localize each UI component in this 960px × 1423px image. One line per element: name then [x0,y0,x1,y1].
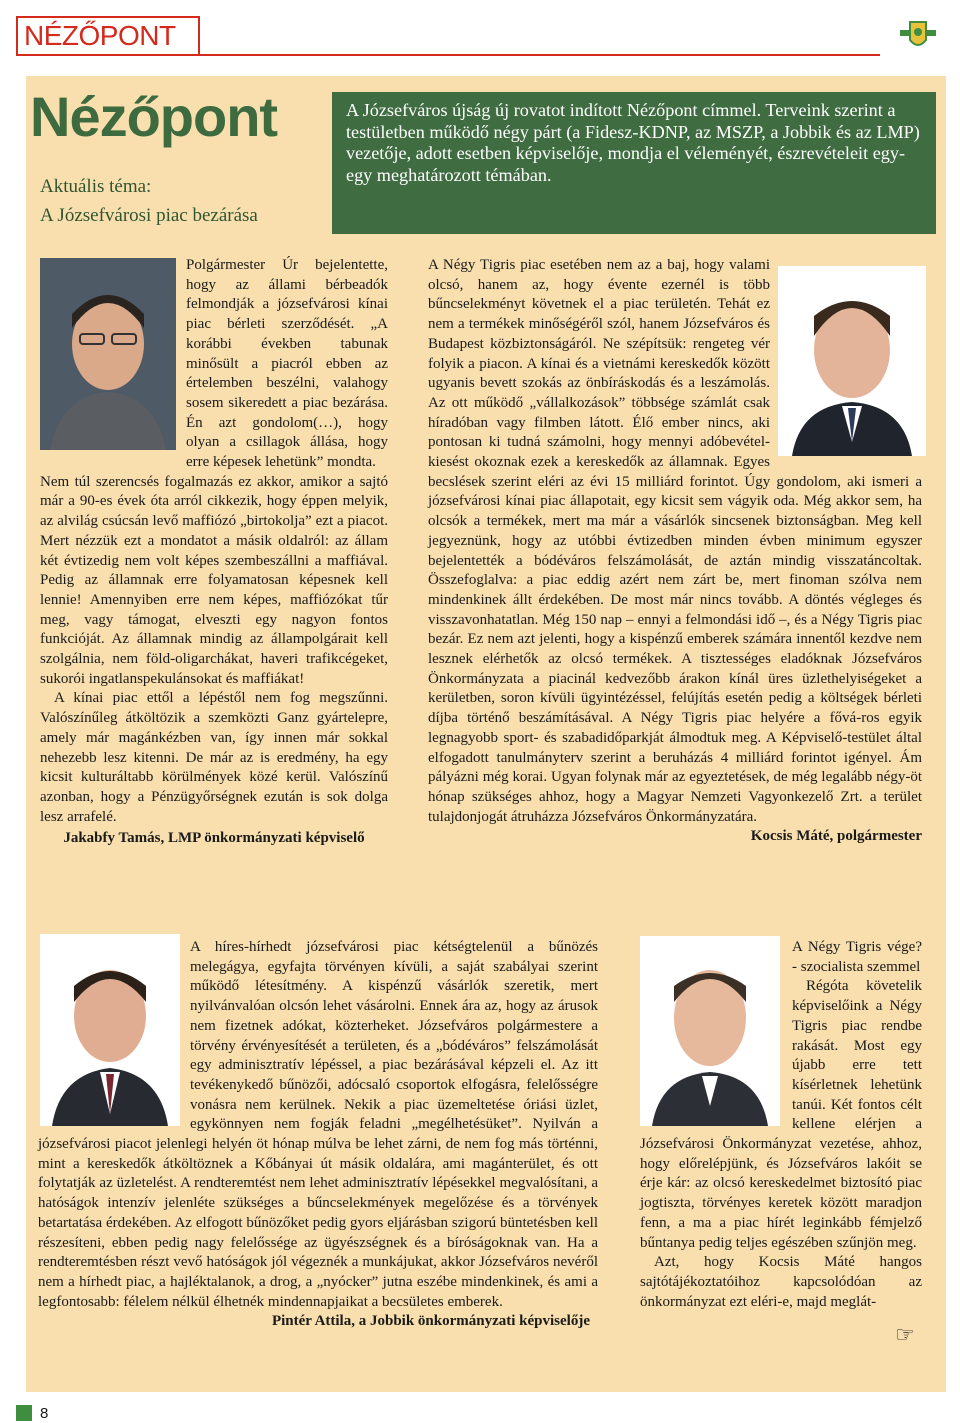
article-paragraph: A Négy Tigris piac esetében nem az a baj, hogy valami olcsó, hanem az, hogy évente ezernél is több bűncselekményt követnek el a piac területén. Tehát ez nem a termékek minőségéről szól, hanem Józsefváros és Budapest közbiztonságáról. Ne szépítsük: rengeteg vér folyik a piacon. A kínai és a vietnámi kereskedők között ugyanis bevett szokás az önbíráskodás és a leszámolás. Az ott működő „vállalkozások” többsége számlát csak híradóban vagy filmben látott. Élő ember nincs, aki pontosan ki tudná számolni, hogy mennyi adóbevétel-kiesést okoznak ezek a kereskedők az államnak. Egyes becslések szerint eléri az évi 15 milliárd forintot. Úgy gondolom, aki ismeri a józsefvárosi kínai piac állapotait, egy kicsit sem vágyik oda. Még akkor sem, ha olcsók a termékek, mert ma már a vásárlók sincsenek biztonságban. Meg kell jegyeznünk, hogy az utóbbi évtizedben minden évben minimum egyszer bejelentették a bódéváros felszámolását, de aztán mindig visszatáncoltak. Összefoglalva: a piac eddig azért nem zárt be, mert finoman szólva nem mindenkinek állt érdekében. De most már nincs tovább. A döntés végleges és visszavonhatatlan. Még 150 nap – ennyi a felmondási idő –, és a Négy Tigris piac bezár. Ez nem azt jelenti, hogy a kispénzű emberek számára innentől kezdve nem lesznek elérhetők az olcsó termékek. A tisztességes eladóknak Józsefváros Önkormányzata a piacinál kedvezőbb árakon kínál üres üzlethelyiségeket a kerületben, soron kívüli ügyintézéssel, felújítás esetén pedig a költségek bérleti díjba történő beszámításával. A Négy Tigris piac helyére a fővá-ros egyik legnagyobb sport- és szabadidőparkját álmodtuk meg. A Képviselő-testület által elfogadott tanulmányterv szerint a beruházás 4 milliárd forintot igényel. Ám pályázni még korai. Ugyan folynak már az egyeztetések, de még legalább négy-öt hónap szükséges ahhoz, hogy a Magyar Nemzeti Vagyonkezelő Zrt. a terület tulajdonjogát átruházza Józsefváros Önkormányzatára. [428,257,922,825]
page-number: 8 [40,1405,49,1422]
intro-box: A Józsefváros újság új rovatot indított Nézőpont címmel. Terveink szerint a testületben működő négy párt (a Fidesz-KDNP, az MSZP, a Jobbik és az LMP) vezetője, adott esetben képviselője, mondja el véleményét, észrevételeit egy-egy meghatározott témában. [332,92,936,234]
article-heading: A Négy Tigris vége? - szocialista szemmel [792,939,922,975]
signature-pinter: Pintér Attila, a Jobbik önkormányzati képviselője [271,1313,590,1330]
pointing-hand-icon: ☞ [895,1322,915,1347]
coat-of-arms-icon [898,18,938,54]
signature-kocsis: Kocsis Máté, polgármester [750,828,922,845]
section-label: NÉZŐPONT [16,16,200,56]
article-jobbik [38,938,598,1332]
article-mayor [428,256,922,847]
article-paragraph: Polgármester Úr bejelentette, hogy az állami bérbeadók felmondják a józsefvárosi kínai piac bérleti szerződését. „A korábbi években tabunak minősült a piacról ebben az értelemben beszélni, valahogy sosem sikeredett a piac bezárása. Én azt gondolom(…), hogy olyan a csillagok állása, hogy erre képesek lehetünk” mondta. [186,257,388,471]
topic-label: Aktuális téma: [40,176,152,197]
article-mszp [640,938,922,1312]
article-paragraph: A kínai piac ettől a lépéstől nem fog megszűnni. Valószínűleg átköltözik a szemközti Ganz gyártelepre, amely már magánkézben van, így innen már sokkal nehezebb lesz kitenni. De már az is eredmény, ha egy kicsit kulturáltabb körülmények közé kerül. Valószínű azonban, hogy a Pénzügyőrségnek ezután is sok dolga lesz arrafelé. [40,690,388,825]
article-paragraph: Nem túl szerencsés fogalmazás ez akkor, amikor a sajtó már a 90-es évek óta arról cikkezik, hogy éppen melyik, az alvilág csúcsán levő maffiózó „birtokolja” ezt a piacot. Mert nézzük ezt a mondatot a másik oldalról: az állam két évtizedig nem volt képes szembeszállni a maffiával. Pedig az államnak erre folyamatosan képesnek kell lennie! Amennyiben erre nem képes, maffiózókat tűr meg, vagy támogat, elveszti egy nagyon fontos funkcióját. Az államnak mindig az állampolgárait kell szolgálnia, nem föld-oligarchákat, haveri trafikcégeket, sukorói ingatlanspekulánsokat és maffiákat! [40,473,388,687]
article-paragraph: A híres-hírhedt józsefvárosi piac kétségtelenül a bűnözés melegágya, egyfajta törvényen kívüli, a saját szabályai szerint működő létesítmény. A kispénzű vásárlók szeretik, mert nyilvánvalóan olcsón lehet vásárolni. Ennek ára az, hogy az árusok nem fizetnek adókat, közterheket. Józsefváros polgármestere a törvény érvényesítését a területen, és a „bódéváros” felszámolását egy adminisztratív lépéssel, a piac bezárásával képzeli el. Az itt tevékenykedő bűnözői, adócsaló csoportok elfogásra, felelősségre vonásra nem kerülnek. Nekik a piac üzemeltetése óriási üzlet, egykönnyen nem fogják feladni „megélhetésüket”. Nyilván a józsefvárosi piacot jelenlegi helyén öt hónap múlva be lehet zárni, de nem fog más történni, mint a kereskedők átköltöznek a Kőbányai út másik oldalára, ami magánterület, és ott folytatják az üzletelést. A rendteremtést nem lehet adminisztratív lépésekkel megvalósítani, a hatóságok intenzív jelenléte szükséges a bűncselekmények megelőzése és a törvények betartatása érdekében. Az elfogott bűnözőket pedig gyors eljárásban szigorú büntetésben kell részesíteni, ebben pedig nagy felelőssége az ügyészségnek és a bíróságoknak van. Ha a rendteremtésben részt vevő hatóságok jól végeznék a munkájukat, akkor Józsefváros nevéről nem a hírhedt piac, a hajléktalanok, a drog, a „nyócker” jutna eszébe mindenkinek, és ami a legfontosabb: félelem nélkül élhetnék mindennapjaikat a becsületes emberek. [38,939,598,1310]
column-title: Nézőpont [30,85,278,148]
article-paragraph: Régóta követelik képviselőink a Négy Tigris piac rendbe rakását. Most egy újabb erre tett kísérletnek lehetünk tanúi. Két fontos célt kellene elérjen a Józsefvárosi Önkormányzat vezetése, ahhoz, hogy előrelépjünk, és Józsefváros lakóit se érje kár: az olcsó kereskedelmet biztosító piac jogtiszta, törvényes keretek között maradjon fenn, a ma a piac hírét leginkább fémjelző bűntanya pedig teljes egészében szűnjön meg. [640,978,922,1251]
article-lmp-body [40,256,388,849]
article-paragraph: Azt, hogy Kocsis Máté hangos sajtótájékoztatóihoz kapcsolódóan az önkormányzat ezt eléri-e, majd meglát- [640,1254,922,1310]
signature-jakabfy: Jakabfy Tamás, LMP önkormányzati képviselő [63,830,365,847]
topic-title: A Józsefvárosi piac bezárása [40,205,258,226]
header-rule [200,54,880,56]
page-marker [16,1405,32,1421]
